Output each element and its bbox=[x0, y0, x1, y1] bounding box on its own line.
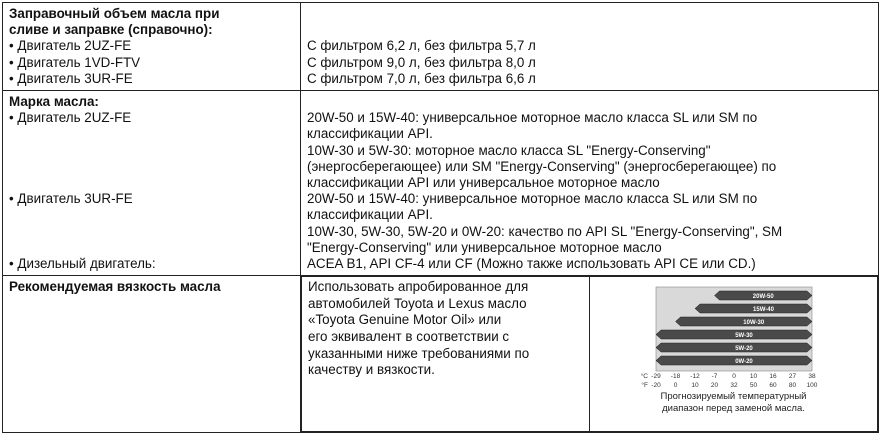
viscosity-bar-5w-30 bbox=[656, 330, 812, 339]
viscosity-bar-label: 20W-50 bbox=[752, 294, 774, 301]
celsius-tick-label: -29 bbox=[651, 373, 661, 381]
oil-grade-heading: Марка масла: bbox=[9, 94, 99, 110]
engine-1vd-capacity: С фильтром 9,0 л, без фильтра 8,0 л bbox=[307, 54, 536, 70]
engine-3ur-capacity: С фильтром 7,0 л, без фильтра 6,6 л bbox=[307, 70, 536, 86]
viscosity-bar-label: 10W-30 bbox=[743, 320, 765, 327]
fahrenheit-tick-label: 50 bbox=[749, 382, 758, 390]
grade-2uz-line: (энергосберегающее) или SM "Energy-Conserving" (энергосберегающее) по bbox=[307, 158, 777, 174]
grade-2uz-line: классификации API. bbox=[307, 126, 433, 142]
viscosity-chart-cell bbox=[590, 277, 878, 432]
oil-spec-table bbox=[2, 2, 879, 433]
viscosity-bar-0w-20 bbox=[656, 356, 812, 365]
fill-capacity-row bbox=[3, 3, 879, 91]
viscosity-description bbox=[302, 277, 590, 432]
celsius-unit-label: °C bbox=[640, 373, 648, 381]
grade-3ur-line: "Energy-Conserving" или универсальное моторное масло bbox=[307, 239, 662, 255]
fill-capacity-value-cell bbox=[301, 3, 879, 91]
engine-1vd-label: • Двигатель 1VD-FTV bbox=[9, 54, 141, 70]
fahrenheit-tick-label: 32 bbox=[730, 382, 738, 390]
grade-3ur-line: классификации API. bbox=[307, 207, 433, 223]
viscosity-bar-label: 15W-40 bbox=[753, 307, 774, 314]
viscosity-text-line: его эквивалент в соответствии с bbox=[308, 329, 510, 345]
engine-2uz-capacity: С фильтром 6,2 л, без фильтра 5,7 л bbox=[307, 38, 536, 54]
celsius-tick-label: -18 bbox=[670, 373, 681, 381]
grade-3ur-line: 20W-50 и 15W-40: универсальное моторное масло класса SL или SM по bbox=[307, 191, 758, 207]
viscosity-bar bbox=[656, 330, 812, 339]
viscosity-heading: Рекомендуемая вязкость масла bbox=[9, 279, 221, 295]
fahrenheit-tick-label: 60 bbox=[769, 382, 777, 390]
viscosity-label-cell bbox=[3, 276, 301, 433]
grade-diesel-value: ACEA B1, API CF-4 или CF (Можно также использовать API CE или CD.) bbox=[307, 256, 756, 272]
viscosity-inner-table bbox=[301, 276, 878, 432]
viscosity-text-line: указанными ниже требованиями по bbox=[308, 345, 530, 361]
grade-engine-2uz-label: • Двигатель 2UZ-FE bbox=[9, 110, 132, 126]
chart-caption-line: Прогнозируемый температурный bbox=[660, 391, 807, 403]
grade-3ur-line: 10W-30, 5W-30, 5W-20 и 0W-20: качество по API SL "Energy-Conserving", SM bbox=[307, 223, 783, 239]
fahrenheit-tick-label: 0 bbox=[673, 382, 678, 390]
viscosity-bar-5w-20 bbox=[656, 343, 812, 352]
oil-grade-value-cell bbox=[301, 91, 879, 276]
viscosity-bar-20w-50 bbox=[715, 291, 813, 300]
celsius-tick-label: 10 bbox=[749, 373, 758, 381]
viscosity-text-line: Использовать апробированное для bbox=[308, 279, 529, 295]
viscosity-bar bbox=[656, 343, 812, 352]
viscosity-value-cell bbox=[301, 276, 879, 433]
engine-2uz-label: • Двигатель 2UZ-FE bbox=[9, 38, 132, 54]
viscosity-bar-label: 0W-20 bbox=[735, 359, 753, 366]
celsius-tick-label: 0 bbox=[732, 373, 736, 381]
grade-2uz-line: классификации API или универсальное моторное масло bbox=[307, 175, 660, 191]
viscosity-bar-10w-30 bbox=[676, 317, 813, 326]
celsius-tick-label: -7 bbox=[711, 373, 718, 381]
viscosity-bar-label: 5W-20 bbox=[735, 346, 753, 353]
engine-3ur-label: • Двигатель 3UR-FE bbox=[9, 70, 133, 86]
fill-capacity-heading: Заправочный объем масла при bbox=[9, 6, 220, 21]
celsius-tick-label: 27 bbox=[788, 373, 797, 381]
grade-engine-3ur-label: • Двигатель 3UR-FE bbox=[9, 191, 133, 207]
fahrenheit-tick-label: 100 bbox=[806, 382, 818, 390]
viscosity-text-line: «Toyota Genuine Motor Oil» или bbox=[308, 312, 502, 328]
viscosity-text-line: автомобилей Toyota и Lexus масло bbox=[308, 295, 527, 311]
celsius-tick-label: 38 bbox=[808, 373, 816, 381]
grade-2uz-line: 20W-50 и 15W-40: универсальное моторное масло класса SL или SM по bbox=[307, 110, 758, 126]
viscosity-row bbox=[3, 276, 879, 433]
fahrenheit-unit-label: °F bbox=[641, 382, 648, 390]
grade-diesel-label: • Дизельный двигатель: bbox=[9, 256, 156, 272]
viscosity-bar bbox=[656, 356, 812, 365]
oil-grade-label-cell bbox=[3, 91, 301, 276]
fahrenheit-tick-label: 20 bbox=[710, 382, 719, 390]
celsius-tick-label: -12 bbox=[690, 373, 700, 381]
oil-grade-row bbox=[3, 91, 879, 276]
fahrenheit-tick-label: 10 bbox=[691, 382, 699, 390]
fill-capacity-heading-cont: сливе и заправке (справочно): bbox=[9, 22, 213, 38]
fahrenheit-tick-label: 80 bbox=[788, 382, 797, 390]
viscosity-bar-label: 5W-30 bbox=[735, 333, 753, 340]
celsius-tick-label: 16 bbox=[769, 373, 777, 381]
fahrenheit-tick-label: -20 bbox=[651, 382, 661, 390]
fill-capacity-label-cell bbox=[3, 3, 301, 91]
chart-caption bbox=[590, 391, 877, 415]
chart-caption-line: диапазон перед заменой масла. bbox=[662, 403, 805, 415]
viscosity-text-line: качеству и вязкости. bbox=[308, 362, 435, 378]
viscosity-bar-15w-40 bbox=[695, 304, 812, 313]
grade-2uz-line: 10W-30 и 5W-30: моторное масло класса SL "Energy-Conserving" bbox=[307, 142, 711, 158]
